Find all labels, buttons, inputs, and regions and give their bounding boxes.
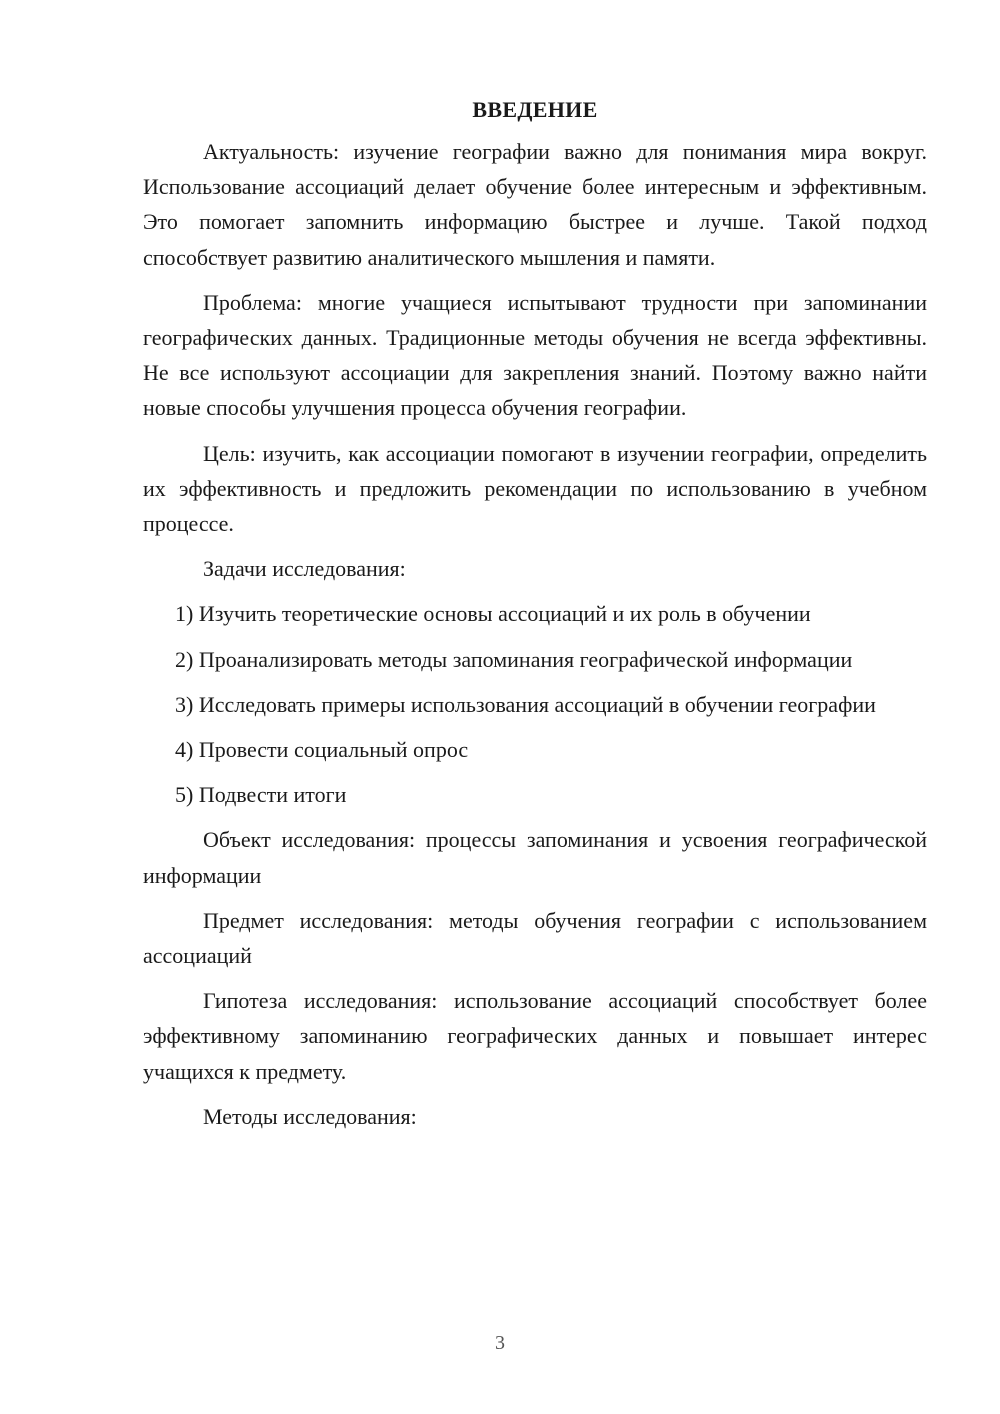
document-page [143,92,927,1144]
methods-heading: Методы исследования: [203,1103,417,1129]
task-item-2: 2) Проанализировать методы запоминания географической информации [175,646,853,672]
task-item-3: 3) Исследовать примеры использования ассоциаций в обучении географии [175,691,876,717]
task-item-5: 5) Подвести итоги [175,782,347,808]
paragraph-problem: Проблема: многие учащиеся испытывают трудности при запоминании географических данных. Традиционные методы обучения не всегда эффективны. Не все используют ассоциации для закрепления знаний. Поэтому важно найти новые способы улучшения процесса обучения географии. [143,289,927,421]
paragraph-subject: Предмет исследования: методы обучения географии с использованием ассоциаций [143,907,927,969]
paragraph-goal: Цель: изучить, как ассоциации помогают в изучении географии, определить их эффективность и предложить рекомендации по использованию в учебном процессе. [143,440,927,537]
page-number: 3 [495,1332,505,1354]
tasks-heading: Задачи исследования: [203,556,406,582]
task-item-1: 1) Изучить теоретические основы ассоциаций и их роль в обучении [175,601,811,627]
paragraph-relevance: Актуальность: изучение географии важно для понимания мира вокруг. Использование ассоциаций делает обучение более интересным и эффективным. Это помогает запомнить информацию быстрее и лучше. Такой подход способствует развитию аналитического мышления и памяти. [143,139,927,270]
paragraph-object: Объект исследования: процессы запоминания и усвоения географической информации [143,827,927,888]
paragraph-hypothesis: Гипотеза исследования: использование ассоциаций способствует более эффективному запоминанию географических данных и повышает интерес учащихся к предмету. [143,988,927,1084]
task-item-4: 4) Провести социальный опрос [175,737,469,763]
section-title: ВВЕДЕНИЕ [472,97,598,122]
